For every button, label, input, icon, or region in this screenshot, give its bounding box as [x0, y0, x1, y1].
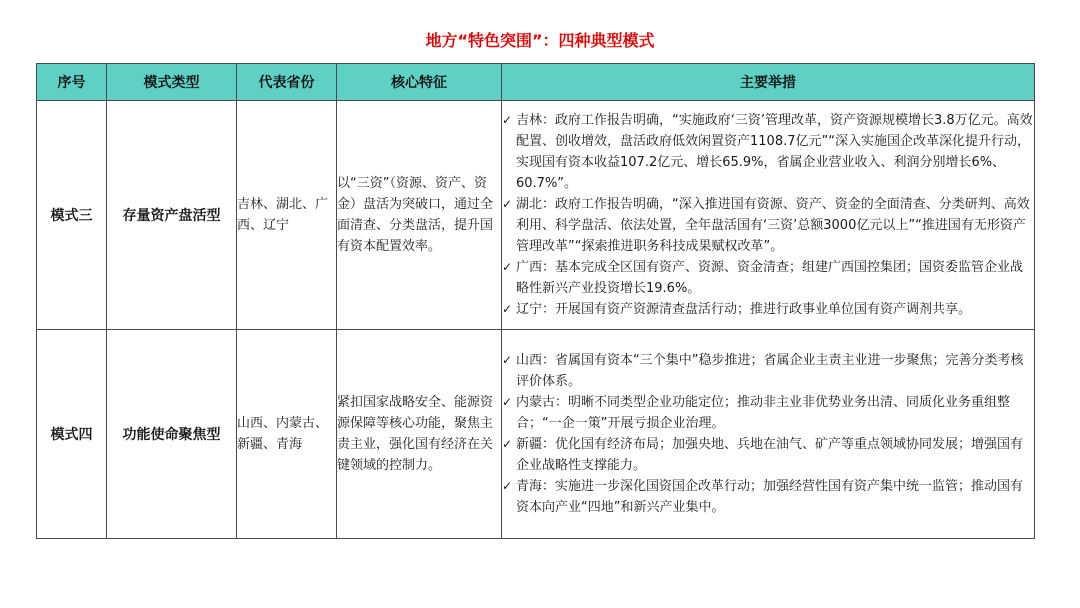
measure-text: 广西：基本完成全区国有资产、资源、资金清查；组建广西国控集团；国资委监管企业战略性新兴产业投资增长19.6%。	[516, 260, 1024, 296]
measure-text: 辽宁：开展国有资产资源清查盘活行动；推进行政事业单位国有资产调剂共享。	[516, 302, 972, 317]
measure-item	[502, 476, 1034, 518]
measure-text: 内蒙古：明晰不同类型企业功能定位；推动非主业非优势业务出清、同质化业务重组整合；“一企一策”开展亏损企业治理。	[516, 395, 1011, 431]
check-icon: ✓	[502, 353, 513, 367]
measure-item	[502, 257, 1034, 299]
check-icon: ✓	[502, 197, 513, 211]
measure-text: 山西：省属国有资本“三个集中”稳步推进；省属企业主责主业进一步聚焦；完善分类考核评价体系。	[516, 353, 1024, 389]
page-title: 地方“特色突围”：四种典型模式	[425, 31, 655, 50]
header-provinces: 代表省份	[237, 64, 337, 101]
row-seq: 模式三	[37, 101, 107, 330]
header-feature: 核心特征	[337, 64, 502, 101]
row-type: 存量资产盘活型	[107, 101, 237, 330]
measure-item	[502, 392, 1034, 434]
check-icon: ✓	[502, 437, 513, 451]
check-icon: ✓	[502, 260, 513, 274]
check-icon: ✓	[502, 302, 513, 316]
measure-text: 湖北：政府工作报告明确，“深入推进国有资源、资产、资金的全面清查、分类研判、高效利用、科学盘活、依法处置，全年盘活国有‘三资’总额3000亿元以上”“推进国有无形资产管理改革”“探索推进职务科技成果赋权改革”。	[516, 197, 1030, 254]
modes-table	[36, 63, 1035, 539]
row-measures	[502, 330, 1035, 539]
row-feature: 紧扣国家战略安全、能源资源保障等核心功能，聚焦主责主业，强化国有经济在关键领域的控制力。	[337, 330, 502, 539]
row-measures	[502, 101, 1035, 330]
measure-item	[502, 350, 1034, 392]
row-provinces: 山西、内蒙古、新疆、青海	[237, 330, 337, 539]
measure-item	[502, 194, 1034, 257]
measure-item	[502, 110, 1034, 194]
check-icon: ✓	[502, 113, 513, 127]
row-feature: 以“三资”（资源、资产、资金）盘活为突破口，通过全面清查、分类盘活，提升国有资本配置效率。	[337, 101, 502, 330]
measure-item	[502, 299, 1034, 320]
header-type: 模式类型	[107, 64, 237, 101]
check-icon: ✓	[502, 479, 513, 493]
row-type: 功能使命聚焦型	[107, 330, 237, 539]
header-measures: 主要举措	[502, 64, 1035, 101]
measure-text: 青海：实施进一步深化国资国企改革行动；加强经营性国有资产集中统一监管；推动国有资本向产业“四地”和新兴产业集中。	[516, 479, 1024, 515]
table-header-row	[37, 64, 1035, 101]
measure-text: 吉林：政府工作报告明确，“实施政府‘三资’管理改革，资产资源规模增长3.8万亿元。高效配置、创收增效，盘活政府低效闲置资产1108.7亿元”“深入实施国企改革深化提升行动，实现国有资本收益107.2亿元、增长65.9%，省属企业营业收入、利润分别增长6%、60.7%”。	[516, 113, 1033, 191]
row-seq: 模式四	[37, 330, 107, 539]
table-row	[37, 101, 1035, 330]
measure-text: 新疆：优化国有经济布局；加强央地、兵地在油气、矿产等重点领域协同发展；增强国有企业战略性支撑能力。	[516, 437, 1024, 473]
table-row	[37, 330, 1035, 539]
header-seq: 序号	[37, 64, 107, 101]
measure-item	[502, 434, 1034, 476]
row-provinces: 吉林、湖北、广西、辽宁	[237, 101, 337, 330]
check-icon: ✓	[502, 395, 513, 409]
